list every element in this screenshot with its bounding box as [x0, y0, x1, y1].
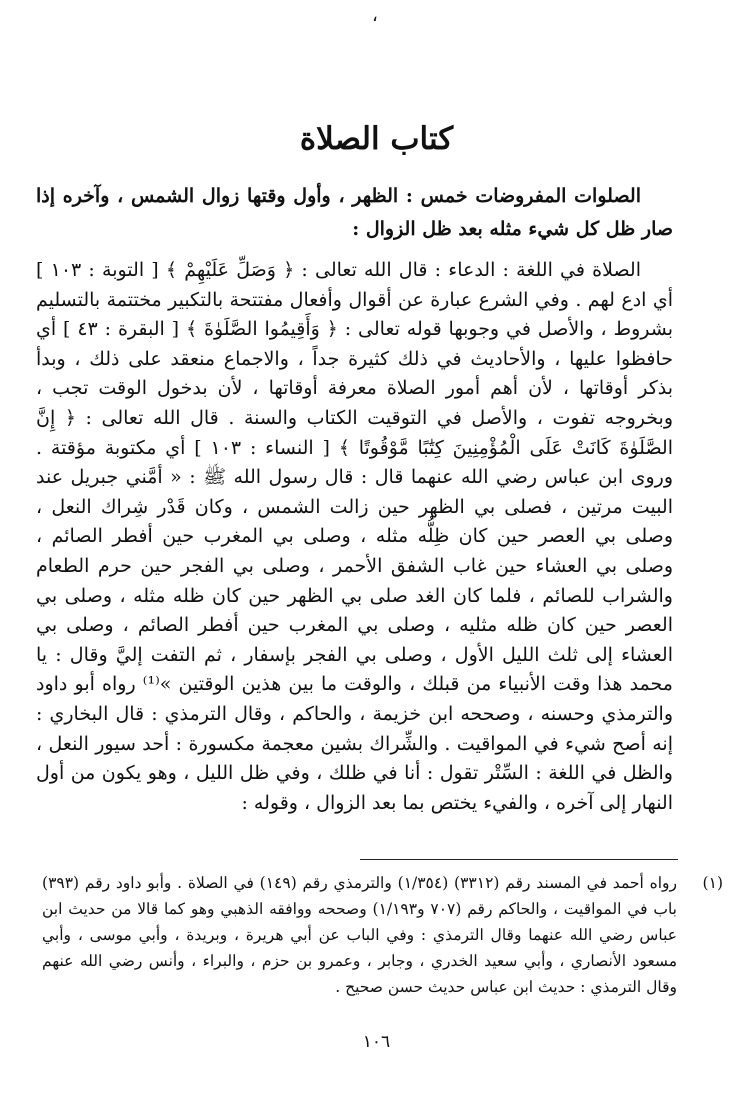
footnote [42, 870, 723, 1000]
body-paragraph: الصلاة في اللغة : الدعاء : قال الله تعالى : ﴿ وَصَلِّ عَلَيْهِمْ ﴾ [ التوبة : ١٠٣ ] أي ادع لهم . وفي الشرع عبارة عن أقوال وأفعال مفتتحة بالتكبير مختتمة بالتسليم بشروط ، والأصل في وجوبها قوله تعالى : ﴿ وَأَقِيمُوا الصَّلَوٰةَ ﴾ [ البقرة : ٤٣ ] أي حافظوا عليها ، والأحاديث في ذلك كثيرة جداً ، والاجماع منعقد على ذلك ، وبدأ بذكر أوقاتها ، لأن أهم أمور الصلاة معرفة أوقاتها ، لأن بدخول الوقت تجب ، وبخروجه تفوت ، والأصل في التوقيت الكتاب والسنة . قال الله تعالى : ﴿ إِنَّ الصَّلَوٰةَ كَانَتْ عَلَى الْمُؤْمِنِينَ كِتَٰبًا مَّوْقُوتًا ﴾ [ النساء : ١٠٣ ] أي مكتوبة مؤقتة . وروى ابن عباس رضي الله عنهما قال : قال رسول الله ﷺ : « أمَّني جبريل عند البيت مرتين ، فصلى بي الظهر حين زالت الشمس ، وكان قَدْر شِراك النعل ، وصلى بي العصر حين كان ظِلُّه مثله ، وصلى بي المغرب حين أفطر الصائم ، وصلى بي العشاء حين غاب الشفق الأحمر ، وصلى بي الفجر حين حرم الطعام والشراب للصائم ، فلما كان الغد صلى بي الظهر حين كان ظله مثله ، وصلى بي العصر حين كان ظله مثليه ، وصلى بي المغرب حين أفطر الصائم ، وصلى بي العشاء إلى ثلث الليل الأول ، وصلى بي الفجر بإسفار ، ثم التفت إليَّ وقال : يا محمد هذا وقت الأنبياء من قبلك ، والوقت ما بين هذين الوقتين »⁽¹⁾ رواه أبو داود والترمذي وحسنه ، وصححه ابن خزيمة ، والحاكم ، وقال الترمذي : قال البخاري : إنه أصح شيء في المواقيت . والشِّراك بشين معجمة مكسورة : أحد سيور النعل ، والظل في اللغة : السِّتْر تقول : أنا في ظلك ، وفي ظل الليل ، وهو يكون من أول النهار إلى آخره ، والفيء يختص بما بعد الزوال ، وقوله : [36, 259, 673, 814]
page-number: ١٠٦ [362, 1032, 391, 1052]
footnote-divider [360, 859, 678, 860]
intro-paragraph: الصلوات المفروضات خمس : الظهر ، وأول وقتها زوال الشمس ، وآخره إذا صار ظل كل شيء مثله بعد ظل الزوال : [36, 185, 673, 240]
footnote-number: (١) [702, 874, 723, 892]
top-mark: ، [372, 5, 378, 26]
chapter-title: كتاب الصلاة [299, 121, 454, 157]
footnote-text: رواه أحمد في المسند رقم (٣٣١٢) (١/٣٥٤) والترمذي رقم (١٤٩) في الصلاة . وأبو داود رقم (٣٩٣) باب في المواقيت ، والحاكم رقم (٧٠٧ و١/١٩٣) وصححه ووافقه الذهبي وهو كما قالا من حديث ابن عباس رضي الله عنهما وقال الترمذي : وفي الباب عن أبي هريرة ، وبريدة ، وأبي موسى ، وأبي مسعود الأنصاري ، وأبي سعيد الخدري ، وجابر ، وعمرو بن حزم ، والبراء ، وأنس رضي الله عنهم وقال الترمذي : حديث ابن عباس حديث حسن صحيح . [42, 874, 677, 996]
